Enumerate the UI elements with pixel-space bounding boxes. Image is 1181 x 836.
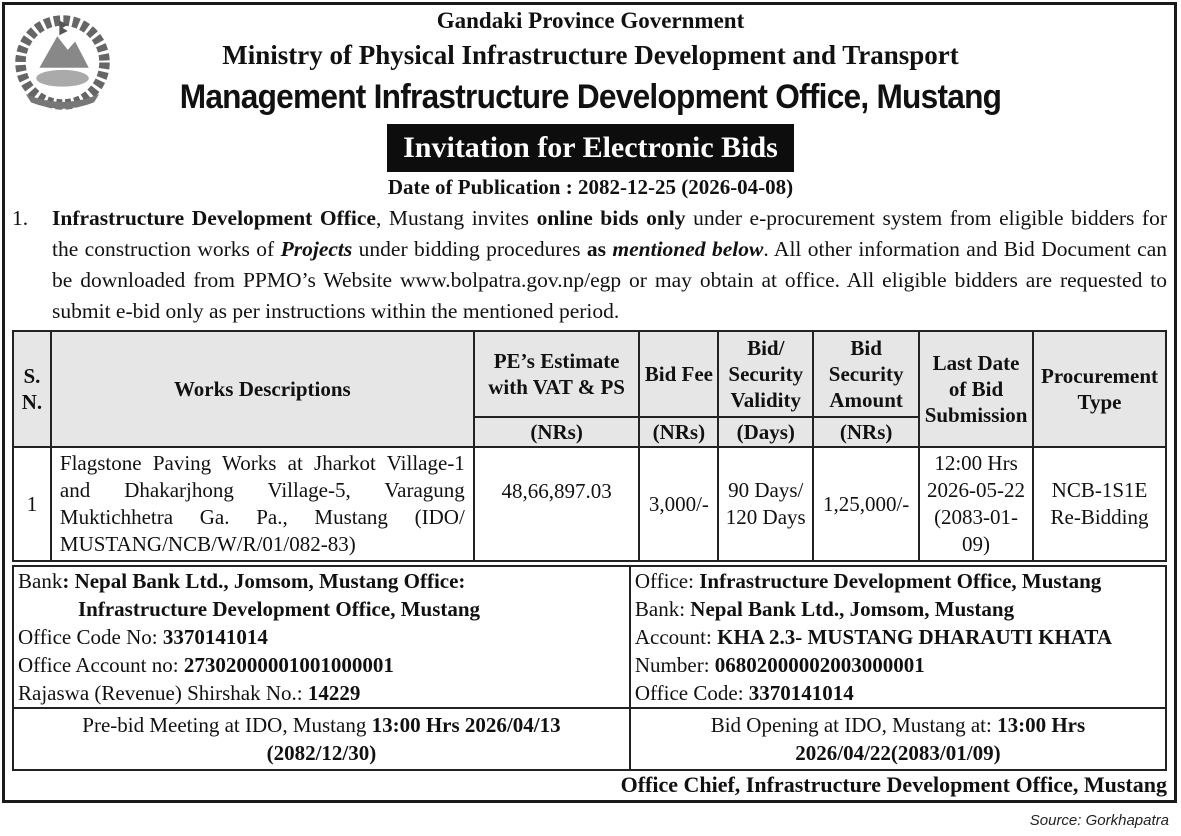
- office-code-label: Office Code No:: [18, 625, 163, 649]
- cell-bid-fee: 3,000/-: [639, 447, 718, 561]
- publication-date: Date of Publication : 2082-12-25 (2026-04-08): [387, 175, 794, 199]
- source-credit: Source: Gorkhapatra: [1029, 812, 1169, 829]
- signoff: Office Chief, Infrastructure Development Office, Mustang: [620, 772, 1167, 797]
- prebid-text: Pre-bid Meeting at IDO, Mustang: [82, 713, 372, 737]
- opening-time: 13:00 Hrs: [997, 713, 1086, 737]
- bank-office-value: Infrastructure Development Office, Mustang: [78, 597, 481, 621]
- opening-text: Bid Opening at IDO, Mustang at:: [710, 713, 998, 737]
- number-label: Number:: [634, 653, 715, 677]
- office-value: Infrastructure Development Office, Mustang: [699, 569, 1102, 593]
- col-header-sn: S. N.: [13, 331, 51, 447]
- col-header-validity: Bid/ Security Validity: [718, 331, 813, 417]
- prebid-nepali-date: (2082/12/30): [266, 741, 377, 765]
- account-label: Office Account no:: [18, 653, 184, 677]
- col-header-security: Bid Security Amount: [813, 331, 919, 417]
- deposit-account-label: Account:: [634, 625, 718, 649]
- intro-office: Infrastructure Development Office: [52, 206, 376, 230]
- office-heading: Management Infrastructure Development Office, Mustang: [179, 78, 1002, 116]
- bank-info-table: [12, 565, 1167, 771]
- ministry-heading: Ministry of Physical Infrastructure Development and Transport: [222, 40, 959, 70]
- intro-online-only: online bids only: [536, 206, 686, 230]
- province-heading: Gandaki Province Government: [436, 8, 745, 33]
- cell-last-date: 12:00 Hrs 2026-05-22 (2083-01-09): [919, 447, 1033, 561]
- deposit-account-value: KHA 2.3- MUSTANG DHARAUTI KHATA: [717, 625, 1113, 649]
- bid-opening: [630, 708, 1166, 770]
- intro-mentioned-below: mentioned below: [612, 237, 764, 261]
- bank-info-left: [13, 566, 630, 708]
- intro-as: as: [586, 237, 613, 261]
- table-row: [13, 447, 1166, 561]
- cell-validity: 90 Days/ 120 Days: [718, 447, 813, 561]
- col-unit-bid-fee: (NRs): [639, 417, 718, 447]
- account-value: 27302000001001000001: [183, 653, 394, 677]
- cell-procurement: NCB-1S1E Re-Bidding: [1033, 447, 1166, 561]
- number-value: 06802000002003000001: [714, 653, 925, 677]
- cell-sn: 1: [13, 447, 51, 561]
- cell-estimate: 48,66,897.03: [474, 447, 640, 561]
- col-header-works: Works Descriptions: [51, 331, 474, 447]
- bank-value: : Nepal Bank Ltd., Jomsom, Mustang Office:: [62, 569, 466, 593]
- office-code-label-right: Office Code:: [634, 681, 749, 705]
- bank-label: Bank: [18, 569, 63, 593]
- intro-projects: Projects: [280, 237, 353, 261]
- col-header-bid-fee: Bid Fee: [639, 331, 718, 417]
- revenue-value: 14229: [307, 681, 361, 705]
- paragraph-number: 1.: [12, 206, 29, 230]
- bank-label-right: Bank:: [634, 597, 691, 621]
- intro-text-3: under bidding procedures: [352, 237, 587, 261]
- office-code-value-right: 3370141014: [748, 681, 854, 705]
- prebid-meeting: [13, 708, 630, 770]
- prebid-datetime: 13:00 Hrs 2026/04/13: [371, 713, 561, 737]
- cell-works: Flagstone Paving Works at Jharkot Village-1 and Dhakarjhong Village-5, Varagung Muktichhetra Ga. Pa., Mustang (IDO/ MUSTANG/NCB/W/R/01/082-83): [51, 447, 474, 561]
- notice-title: Invitation for Electronic Bids: [387, 124, 794, 172]
- col-header-last-date: Last Date of Bid Submission: [919, 331, 1033, 447]
- bank-info-right: [630, 566, 1166, 708]
- intro-paragraph: [12, 203, 1167, 327]
- cell-security: 1,25,000/-: [813, 447, 919, 561]
- intro-text-1: , Mustang invites: [375, 206, 537, 230]
- col-unit-validity: (Days): [718, 417, 813, 447]
- office-code-value: 3370141014: [162, 625, 268, 649]
- intro-text-2: under e-procurement system from eligible bidders for the construction works of: [52, 206, 1167, 261]
- col-header-estimate: PE’s Estimate with VAT & PS: [474, 331, 640, 417]
- office-label: Office:: [634, 569, 700, 593]
- col-unit-estimate: (NRs): [474, 417, 640, 447]
- col-unit-security: (NRs): [813, 417, 919, 447]
- revenue-label: Rajaswa (Revenue) Shirshak No.:: [18, 681, 308, 705]
- bids-table: [12, 330, 1167, 562]
- col-header-procurement: Procurement Type: [1033, 331, 1166, 447]
- opening-date: 2026/04/22(2083/01/09): [795, 741, 1001, 765]
- bank-value-right: Nepal Bank Ltd., Jomsom, Mustang: [690, 597, 1015, 621]
- intro-text-4: . All other information and Bid Document can be downloaded from PPMO’s Website www.bolpatra.gov.np/egp or may obtain at office. All eligible bidders are requested to submit e-bid only as per instructions within the mentioned period.: [52, 237, 1167, 323]
